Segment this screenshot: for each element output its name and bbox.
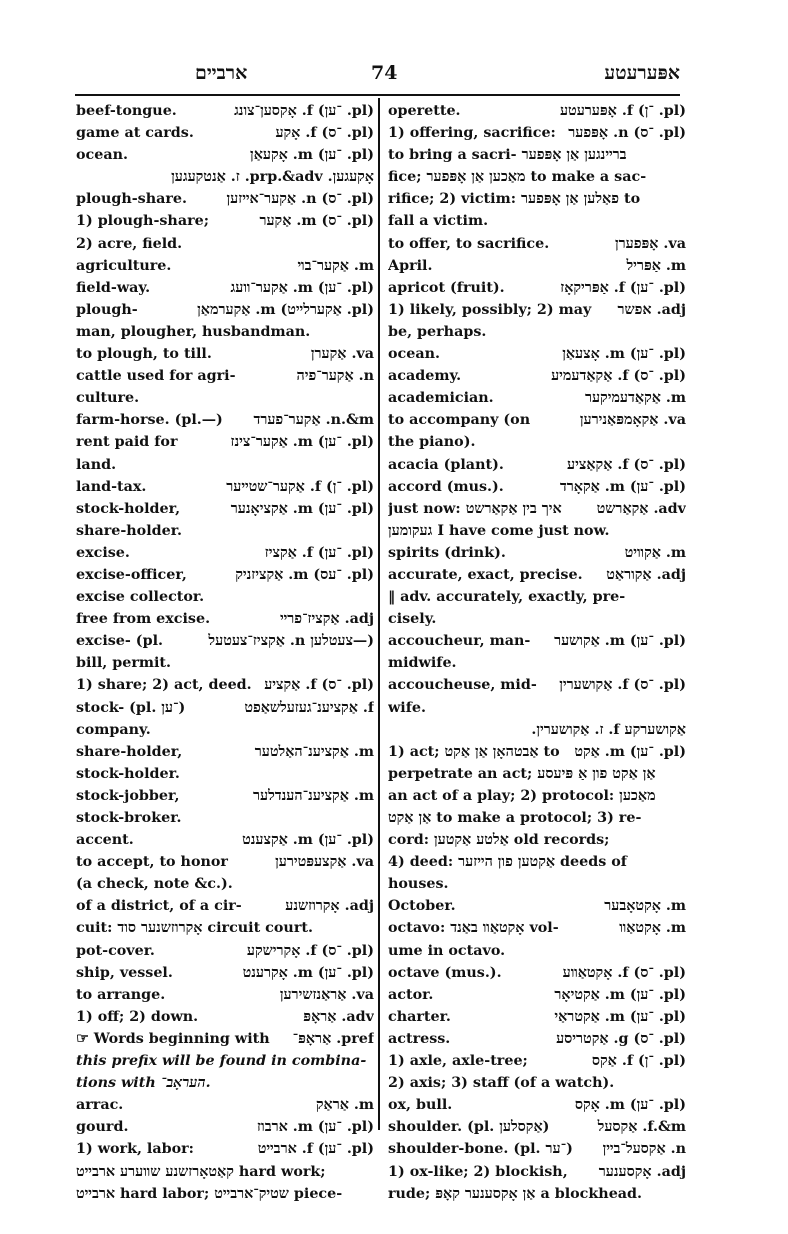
dictionary-line [388,1006,686,1028]
entry-yiddish: (pl. ־ען) m. אַקטיאָר [554,986,686,1003]
dictionary-line [388,520,686,542]
dictionary-line [76,188,374,210]
entry-continuation: land. [76,456,117,473]
entry-english: April. [388,257,433,274]
page-number: 74 [371,62,398,84]
dictionary-line [76,1072,374,1094]
entry-english: octavo: אָקטאַװ באַנד vol- [388,920,559,937]
dictionary-line [76,520,374,542]
dictionary-line [388,100,686,122]
dictionary-line [388,299,686,321]
dictionary-line [388,122,686,144]
entry-yiddish: m. אַראַק [315,1097,374,1114]
entry-yiddish: adv. אַראָפּ [303,1008,374,1025]
entry-yiddish: (pl. ־ען) m. אַקצענט [242,832,374,849]
entry-yiddish: pref. אַראָפּ־ [292,1030,374,1047]
dictionary-line [388,210,686,232]
entry-yiddish: n. אַקער־פיה [296,368,374,385]
dictionary-line [76,321,374,343]
dictionary-line [76,1161,374,1183]
entry-yiddish: (pl. ־ען) m. אַקציאָנער [230,500,374,517]
entry-continuation: 4) deed: אַקטען פון הײזער deeds of [388,854,627,871]
entry-yiddish: (pl. ־ען) f. ארבײט [257,1141,374,1158]
entry-english: ☞ Words beginning with [76,1030,270,1047]
entry-continuation: (a check, note &c.). [76,876,233,893]
entry-continuation: ארבײט hard labor; שטיק־ארבײט piece- [76,1185,343,1202]
dictionary-line [76,542,374,564]
entry-continuation: ‖ adv. accurately, exactly, pre- [388,589,626,606]
entry-english: academy. [388,368,462,385]
entry-english: 1) plough-share; [76,213,209,230]
entry-english: cattle used for agri- [76,368,236,385]
entry-continuation: stock-broker. [76,810,182,826]
dictionary-line [76,387,374,409]
entry-english: actor. [388,986,434,1003]
entry-continuation: bill, permit. [76,655,172,672]
entry-english: accurate, exact, precise. [388,566,583,583]
entry-yiddish: va. אַראַנזשירען [279,986,374,1003]
entry-yiddish: adj. אָקסענער [598,1163,686,1180]
entry-continuation: man, plougher, husbandman. [76,323,311,340]
entry-yiddish: (pl. אַקערלײט) m. אַקערמאַן [197,301,374,318]
dictionary-line [76,122,374,144]
entry-english: actress. [388,1030,451,1047]
dictionary-line [76,719,374,741]
entry-continuation: perpetrate an act; אַן אַקט פון אַ פּיעסע [388,765,656,782]
dictionary-line [388,1050,686,1072]
entry-yiddish: (pl. ־ען) f. אָקסען־צונג [234,103,374,119]
entry-english: octave (mus.). [388,964,502,981]
entry-continuation: געקומען I have come just now. [388,522,610,539]
dictionary-line [76,608,374,630]
entry-yiddish: (pl. ־ען) m. אָקעאַן [250,147,374,164]
dictionary-line [388,652,686,674]
entry-continuation: 2) acre, field. [76,235,183,252]
entry-yiddish: (pl. ־ס) n. אָפּפער [568,125,686,142]
dictionary-line [388,807,686,829]
entry-english: 1) act; אַבטהאָן אַן אַקט to [388,743,560,760]
entry-yiddish: (pl. ־ען) m. אַקאָרד [559,478,686,495]
entry-english: acacia (plant). [388,456,504,473]
dictionary-line [388,343,686,365]
dictionary-line [76,829,374,851]
entry-english: apricot (fruit). [388,279,505,296]
entry-continuation: rifice; 2) victim: פאַלען אַן אָפּפער to [388,191,641,208]
dictionary-line [388,498,686,520]
dictionary-line [76,564,374,586]
dictionary-line [388,188,686,210]
entry-english: stock-jobber, [76,787,180,804]
entry-english: to accept, to honor [76,854,228,871]
dictionary-line [388,630,686,652]
entry-english: gourd. [76,1119,129,1136]
right-column [388,100,686,1205]
entry-english: stock- (pl. ־ען) [76,699,186,716]
entry-english: 1) ox-like; 2) blockish, [388,1163,568,1180]
dictionary-line [76,1094,374,1116]
entry-english: to plough, to till. [76,346,212,363]
entry-english: of a district, of a cir- [76,898,242,915]
entry-english: charter. [388,1008,451,1025]
entry-yiddish: va. אַקאָמפּאַנירען [579,412,686,429]
entry-yiddish: אָקעגען. prp.&adv. ז. אַנטקעגען [171,169,374,186]
entry-continuation: rude; אַן אָקסענער קאָפּ a blockhead. [388,1185,643,1202]
dictionary-line [388,365,686,387]
dictionary-line [388,829,686,851]
dictionary-line [76,1050,374,1072]
page-header [75,62,680,88]
entry-yiddish: (pl. ־ען) m. אָקס [574,1097,686,1114]
dictionary-line [388,255,686,277]
entry-english: to accompany (on [388,412,531,429]
entry-yiddish: (pl. ־ס) n. אַקער־אײזען [226,191,374,208]
entry-yiddish: (pl. ־ן) f. אַקער־שטײער [226,478,374,495]
entry-yiddish: va. אַקערן [310,346,374,363]
dictionary-line [76,697,374,719]
dictionary-line [388,873,686,895]
entry-english: October. [388,898,456,915]
entry-yiddish: adj. אפשר [617,301,686,318]
dictionary-line [388,476,686,498]
entry-english: game at cards. [76,125,194,142]
entry-yiddish: (pl. ־ען) m. אַקטראַי [554,1008,686,1025]
entry-english: accoucheur, man- [388,633,531,650]
dictionary-line [388,431,686,453]
dictionary-line [76,873,374,895]
dictionary-line [76,984,374,1006]
entry-yiddish: m. אַפּריל [626,257,686,274]
dictionary-line [388,1028,686,1050]
entry-yiddish: (—צעטלען n. אַקציז־צעטעל [208,633,374,650]
entry-continuation: tions with העראָב־. [76,1075,211,1092]
entry-english: rent paid for [76,434,178,451]
entry-english: stock-holder, [76,500,181,517]
dictionary-line [76,807,374,829]
dictionary-line [388,763,686,785]
dictionary-line [76,365,374,387]
header-right-word: אפּערעטע [604,62,680,84]
entry-yiddish: (pl. ־ן) f. אָפּערעטע [559,103,686,119]
entry-yiddish: m. אַקער־בױ [297,257,374,274]
entry-english: shoulder-bone. (pl. ־ער) [388,1141,573,1158]
dictionary-line [76,1006,374,1028]
entry-yiddish: (pl. ־ען) m. אַקט [574,743,686,760]
entry-yiddish: n.&m. אַקער־פערד [253,412,374,429]
entry-yiddish: (pl. ־ען) m. אָצעאַן [562,346,686,363]
entry-english: excise- (pl. [76,633,163,650]
dictionary-line [388,785,686,807]
entry-continuation: ume in octavo. [388,942,506,959]
entry-english: plough- [76,301,138,318]
dictionary-line [76,454,374,476]
entry-yiddish: (pl. ־ס) f. אַקאַציע [567,456,686,473]
entry-yiddish: m. אָקטאָבער [604,898,686,915]
entry-continuation: company. [76,721,151,738]
dictionary-line [76,343,374,365]
dictionary-line [388,1116,686,1138]
dictionary-line [76,586,374,608]
entry-continuation: cuit: אָקרוזשנער סוד circuit court. [76,920,313,937]
entry-english: shoulder. (pl. אַקסלען) [388,1119,550,1136]
entry-continuation: 2) axis; 3) staff (of a watch). [388,1075,615,1092]
entry-continuation: be, perhaps. [388,323,487,340]
dictionary-line [76,940,374,962]
entry-yiddish: (pl. ־ען) m. אַקער־צינז [230,434,374,451]
entry-english: ocean. [388,346,440,363]
dictionary-line [388,233,686,255]
entry-yiddish: m. אַקאַדעמיקער [584,390,686,407]
entry-yiddish: (pl. ־ן) f. אַקס [591,1053,686,1070]
dictionary-line [388,564,686,586]
dictionary-line [76,741,374,763]
column-divider [378,98,380,1130]
entry-english: 1) off; 2) down. [76,1008,199,1025]
entry-yiddish: (pl. ־ס) f. אָקרישקע [246,942,374,959]
entry-yiddish: (pl. ־ס) f. אַקושערין [559,677,686,694]
dictionary-line [76,144,374,166]
dictionary-line [388,608,686,630]
dictionary-line [388,697,686,719]
entry-yiddish: m. אַקציענ־האַלטער [254,743,374,760]
entry-yiddish: m. אַקציענ־הענדלער [252,787,374,804]
entry-yiddish: (pl. ־ס) g. אַקטריסע [556,1030,686,1047]
entry-continuation: cord: אַלטע אַקטען old records; [388,832,610,849]
entry-english: field-way. [76,279,151,296]
dictionary-line [76,476,374,498]
entry-english: farm-horse. (pl.—) [76,412,223,429]
entry-english: 1) work, labor: [76,1141,194,1158]
entry-yiddish: (pl. ־ס) f. אָקע [275,125,374,142]
entry-english: share-holder, [76,743,183,760]
dictionary-line [76,1138,374,1160]
entry-yiddish: adj. אָקרוזשנע [285,898,374,915]
dictionary-line [388,1161,686,1183]
dictionary-line [76,785,374,807]
entry-yiddish: adj. אַקוראַט [606,566,686,583]
entry-english: to arrange. [76,986,166,1003]
entry-continuation: אַן אַקט to make a protocol; 3) re- [388,810,642,826]
dictionary-line [388,940,686,962]
entry-continuation: excise collector. [76,589,205,606]
dictionary-line [388,1183,686,1205]
entry-english: academician. [388,390,494,407]
entry-english: excise-officer, [76,566,187,583]
entry-english: ox, bull. [388,1097,453,1114]
entry-english: free from excise. [76,611,211,628]
dictionary-line [388,851,686,873]
entry-continuation: an act of a play; 2) protocol: מאַכען [388,787,656,804]
entry-continuation: this prefix will be found in combina- [76,1053,367,1070]
entry-yiddish: va. אַקצעפּטירען [275,854,374,871]
entry-english: excise. [76,544,130,561]
dictionary-line [388,984,686,1006]
entry-yiddish: adv. אַקאַרשט [596,500,686,517]
entry-english: accoucheuse, mid- [388,677,537,694]
entry-yiddish: (pl. ־ען) m. ארבוז [257,1119,374,1136]
entry-yiddish: אַקושערקע f. ז. אַקושערין. [531,721,686,738]
dictionary-line [76,763,374,785]
entry-english: just now: איך בין אַקאַרשט [388,500,562,517]
entry-continuation: stock-holder. [76,765,180,782]
dictionary-line [388,409,686,431]
dictionary-line [388,387,686,409]
entry-yiddish: (pl. ־ס) m. אַקער [259,213,374,230]
header-rule [75,94,680,96]
dictionary-line [388,454,686,476]
entry-continuation: houses. [388,876,449,893]
entry-yiddish: (pl. ־ען) m. אַקער־װעג [230,279,374,296]
dictionary-line [76,917,374,939]
entry-yiddish: (pl. ־ען) f. אַקציז [264,544,374,561]
dictionary-line [388,542,686,564]
entry-continuation: midwife. [388,655,457,672]
entry-continuation: share-holder. [76,522,182,539]
dictionary-line [388,1094,686,1116]
dictionary-line [76,895,374,917]
entry-english: land-tax. [76,478,147,495]
dictionary-line [76,630,374,652]
left-column [76,100,374,1205]
dictionary-line [388,962,686,984]
entry-continuation: to bring a sacri- ברײנגען אַן אָפּפער [388,147,627,164]
dictionary-line [76,674,374,696]
entry-continuation: wife. [388,699,426,716]
dictionary-line [388,674,686,696]
entry-yiddish: f. אַקציענ־געזעלשאַפט [244,699,374,716]
dictionary-line [76,851,374,873]
entry-english: arrac. [76,1097,124,1114]
dictionary-line [388,144,686,166]
entry-english: 1) offering, sacrifice: [388,125,556,142]
dictionary-line [388,917,686,939]
entry-english: to offer, to sacrifice. [388,235,550,252]
entry-english: agriculture. [76,257,172,274]
entry-continuation: the piano). [388,434,476,451]
entry-english: 1) axle, axle-tree; [388,1053,528,1070]
entry-continuation: fice; מאַכען אַן אָפּפער to make a sac- [388,169,647,186]
entry-yiddish: (pl. ־ען) f. אַפּריקאָז [560,279,686,296]
dictionary-line [76,409,374,431]
entry-yiddish: m. אָקטאַװ [619,920,686,937]
dictionary-line [388,1138,686,1160]
entry-yiddish: (pl. ־עס) m. אַקציזניק [235,566,374,583]
entry-english: plough-share. [76,191,187,208]
entry-yiddish: (pl. ־ען) m. אַקושער [554,633,686,650]
entry-yiddish: va. אָפּפערן [614,235,686,252]
dictionary-line [76,652,374,674]
entry-english: accent. [76,832,134,849]
entry-english: spirits (drink). [388,544,506,561]
entry-yiddish: n. אַקסעל־בײן [602,1141,686,1158]
entry-yiddish: (pl. ־ס) f. אַקאַדעמיע [551,368,686,385]
entry-english: 1) likely, possibly; 2) may [388,301,592,318]
dictionary-line [76,100,374,122]
dictionary-line [76,255,374,277]
dictionary-line [388,166,686,188]
entry-english: pot-cover. [76,942,155,959]
entry-english: ocean. [76,147,128,164]
entry-yiddish: m. אַקװיט [624,544,686,561]
entry-english: ship, vessel. [76,964,173,981]
entry-yiddish: (pl. ־ס) f. אָקטאַװע [562,964,686,981]
entry-yiddish: f.&m. אַקסעל [597,1119,686,1136]
entry-yiddish: (pl. ־ס) f. אַקציע [264,677,374,694]
dictionary-line [388,1072,686,1094]
entry-continuation: culture. [76,390,140,407]
dictionary-line [76,166,374,188]
dictionary-line [76,233,374,255]
entry-english: accord (mus.). [388,478,504,495]
dictionary-line [76,299,374,321]
entry-english: operette. [388,103,461,119]
dictionary-line [76,1116,374,1138]
entry-continuation: קאַטאָרזשנע שװערע ארבײט hard work; [76,1163,326,1180]
dictionary-line [388,586,686,608]
entry-english: beef-tongue. [76,103,177,119]
entry-yiddish: adj. אַקציז־פרײ [279,611,374,628]
dictionary-line [388,321,686,343]
entry-continuation: fall a victim. [388,213,489,230]
dictionary-line [76,277,374,299]
dictionary-line [76,431,374,453]
header-left-word: ארבײם [195,62,248,84]
dictionary-line [388,741,686,763]
entry-yiddish: (pl. ־ען) m. אָקרענט [242,964,374,981]
dictionary-line [76,1183,374,1205]
entry-continuation: cisely. [388,611,437,628]
dictionary-line [76,498,374,520]
dictionary-line [76,1028,374,1050]
entry-english: 1) share; 2) act, deed. [76,677,252,694]
dictionary-line [388,277,686,299]
dictionary-line [388,895,686,917]
dictionary-line [76,210,374,232]
dictionary-line [388,719,686,741]
dictionary-line [76,962,374,984]
